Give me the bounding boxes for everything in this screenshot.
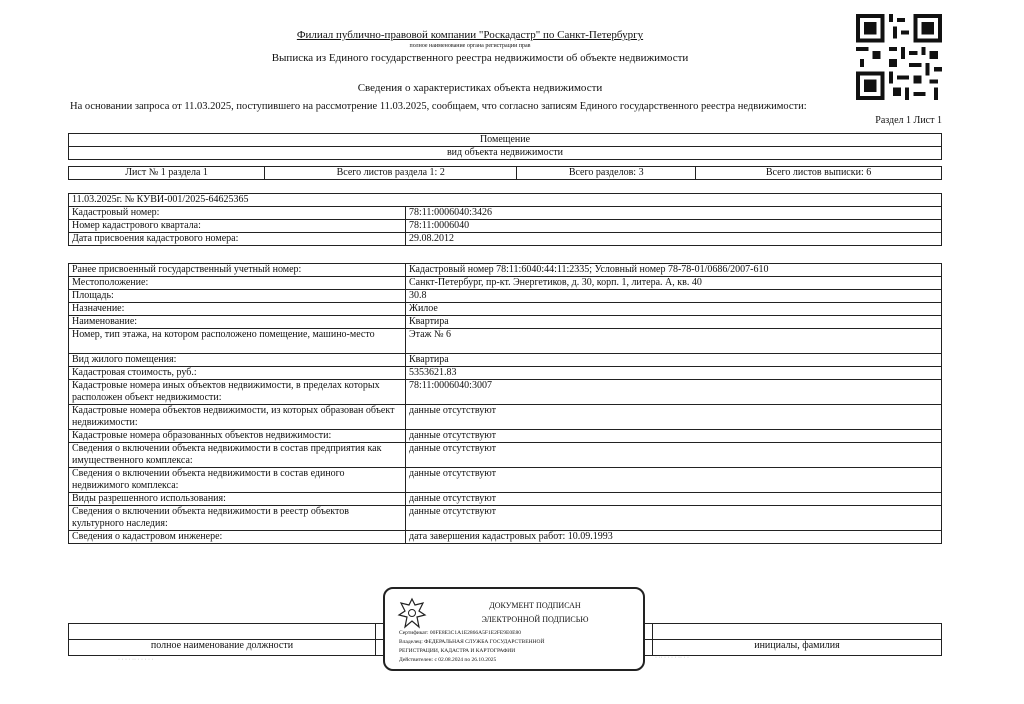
extract-title: Выписка из Единого государственного реестра недвижимости об объекте недвижимости: [271, 52, 689, 64]
table-row-label: Назначение:: [69, 303, 406, 316]
table-row-value: 78:11:0006040:3007: [406, 380, 942, 405]
faint-line-right: · ·· · · · · ·· · ·: [655, 655, 689, 661]
table-row-value: Этаж № 6: [406, 329, 942, 354]
info-title: Сведения о характеристиках объекта недвижимости: [357, 82, 603, 94]
stamp-owner-line1: Владелец: ФЕДЕРАЛЬНАЯ СЛУЖБА ГОСУДАРСТВЕННОЙ: [399, 639, 545, 645]
signature-name-cell: [653, 624, 942, 640]
object-kind: Помещение: [69, 134, 942, 147]
basis-statement: На основании запроса от 11.03.2025, поступившего на рассмотрение 11.03.2025, сообщаем, что согласно записям Единого государственного реестра недвижимости:: [70, 101, 807, 112]
organization-caption: полное наименование органа регистрации прав: [409, 43, 531, 49]
faint-line-left: · · · · ·· · · · · ·: [118, 657, 154, 663]
registration-table: [68, 193, 942, 246]
cadastral-number-value: 78:11:0006040:3426: [406, 207, 942, 220]
table-row-value: данные отсутствуют: [406, 506, 942, 531]
table-row-label: Кадастровые номера иных объектов недвижимости, в пределах которых расположен объект недвижимости:: [69, 380, 406, 405]
sections-total: Всего разделов: 3: [517, 167, 696, 180]
emblem-icon: [397, 597, 427, 631]
name-caption: инициалы, фамилия: [653, 640, 942, 656]
object-kind-table: [68, 133, 942, 160]
characteristics-table: [68, 263, 942, 544]
table-row-value: Квартира: [406, 354, 942, 367]
cadastral-number-label: Кадастровый номер:: [69, 207, 406, 220]
table-row-label: Сведения о включении объекта недвижимости в состав предприятия как имущественного комплекса:: [69, 443, 406, 468]
table-row-value: данные отсутствуют: [406, 443, 942, 468]
extract-sheets-total: Всего листов выписки: 6: [696, 167, 942, 180]
section-sheet-label: Раздел 1 Лист 1: [875, 115, 942, 126]
table-row-value: данные отсутствуют: [406, 430, 942, 443]
table-row-value: Квартира: [406, 316, 942, 329]
assignment-date-label: Дата присвоения кадастрового номера:: [69, 233, 406, 246]
table-row-label: Кадастровая стоимость, руб.:: [69, 367, 406, 380]
table-row-label: Кадастровые номера образованных объектов недвижимости:: [69, 430, 406, 443]
table-row-label: Номер, тип этажа, на котором расположено помещение, машино-место: [69, 329, 406, 354]
signature-position-cell: [69, 624, 376, 640]
assignment-date-value: 29.08.2012: [406, 233, 942, 246]
cadastral-quarter-value: 78:11:0006040: [406, 220, 942, 233]
table-row-label: Сведения о кадастровом инженере:: [69, 531, 406, 544]
stamp-subtitle: ЭЛЕКТРОННОЙ ПОДПИСЬЮ: [481, 615, 589, 624]
stamp-title: ДОКУМЕНТ ПОДПИСАН: [489, 601, 581, 610]
stamp-certificate: Сертификат: 00FE8E3C1A1E2866A5F1E2FE9E0E80: [399, 630, 521, 636]
table-row-label: Кадастровые номера объектов недвижимости, из которых образован объект недвижимости:: [69, 405, 406, 430]
table-row-value: Кадастровый номер 78:11:6040:44:11:2335; Условный номер 78-78-01/0686/2007-610: [406, 264, 942, 277]
table-row-value: данные отсутствуют: [406, 493, 942, 506]
table-row-label: Вид жилого помещения:: [69, 354, 406, 367]
table-row-label: Сведения о включении объекта недвижимости в состав единого недвижимого комплекса:: [69, 468, 406, 493]
qr-code: [856, 14, 942, 100]
table-row-value: Жилое: [406, 303, 942, 316]
table-row-value: 30.8: [406, 290, 942, 303]
table-row-label: Ранее присвоенный государственный учетный номер:: [69, 264, 406, 277]
table-row-label: Площадь:: [69, 290, 406, 303]
request-date-number: 11.03.2025г. № КУВИ-001/2025-64625365: [69, 194, 942, 207]
stamp-validity: Действителен: с 02.08.2024 по 26.10.2025: [399, 657, 497, 663]
cadastral-quarter-label: Номер кадастрового квартала:: [69, 220, 406, 233]
stamp-owner-line2: РЕГИСТРАЦИИ, КАДАСТРА И КАРТОГРАФИИ: [399, 648, 516, 654]
object-kind-caption: вид объекта недвижимости: [69, 147, 942, 160]
sheets-table: [68, 166, 942, 180]
organization-name: Филиал публично-правовой компании "Роскадастр" по Санкт-Петербургу: [296, 29, 644, 41]
table-row-label: Сведения о включении объекта недвижимости в реестр объектов культурного наследия:: [69, 506, 406, 531]
electronic-signature-stamp: [383, 587, 645, 671]
position-caption: полное наименование должности: [69, 640, 376, 656]
table-row-label: Наименование:: [69, 316, 406, 329]
sheets-in-section: Всего листов раздела 1: 2: [265, 167, 517, 180]
table-row-value: данные отсутствуют: [406, 405, 942, 430]
sheet-number: Лист № 1 раздела 1: [69, 167, 265, 180]
table-row-value: данные отсутствуют: [406, 468, 942, 493]
table-row-value: Санкт-Петербург, пр-кт. Энергетиков, д. 30, корп. 1, литера. А, кв. 40: [406, 277, 942, 290]
table-row-label: Местоположение:: [69, 277, 406, 290]
table-row-value: дата завершения кадастровых работ: 10.09.1993: [406, 531, 942, 544]
table-row-value: 5353621.83: [406, 367, 942, 380]
table-row-label: Виды разрешенного использования:: [69, 493, 406, 506]
